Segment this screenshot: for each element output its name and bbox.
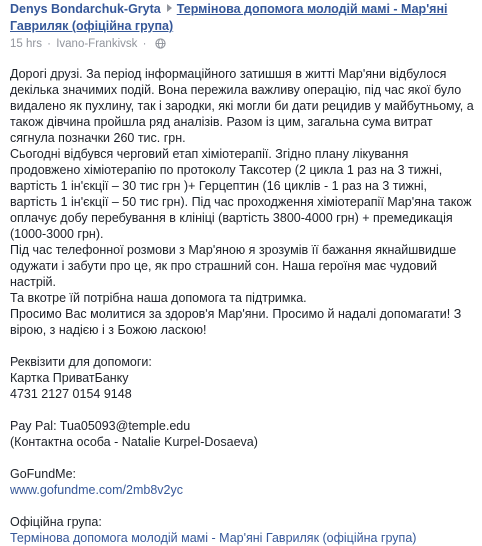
meta-separator-2: · — [142, 38, 147, 50]
author-link[interactable]: Denys Bondarchuk-Gryta — [10, 2, 161, 16]
gofundme-section — [10, 466, 476, 498]
gofundme-title: GoFundMe: — [10, 467, 77, 481]
official-group-section — [10, 514, 476, 546]
arrow-right-icon — [167, 4, 172, 12]
post-body — [10, 66, 476, 546]
official-group-link[interactable]: Термінова допомога молодій мамі - Мар'яні Гавриляк (офіційна група) — [10, 531, 417, 545]
gofundme-link[interactable]: www.gofundme.com/2mb8v2yc — [10, 483, 183, 497]
timestamp-link[interactable]: 15 hrs — [10, 38, 42, 50]
official-group-title: Офіційна група: — [10, 515, 102, 529]
requisites-title: Реквізити для допомоги: — [10, 355, 152, 369]
requisites-section — [10, 354, 476, 402]
location-link[interactable]: Ivano-Frankivsk — [56, 38, 138, 50]
card-number: 4731 2127 0154 9148 — [10, 387, 132, 401]
post-meta — [10, 36, 476, 54]
post-header — [10, 0, 476, 35]
group-title-link[interactable]: Термінова допомога молодій мамі - Мар'яні Гавриляк (офіційна група) — [10, 2, 448, 33]
paypal-contact: (Контактна особа - Natalie Kurpel-Dosaeva) — [10, 435, 258, 449]
paypal-line: Pay Pal: Tua05093@temple.edu — [10, 419, 191, 433]
meta-separator: · — [47, 38, 52, 50]
paragraph-2: Сьогодні відбувся черговий етап хіміотерапії. Згідно плану лікування продовжено хіміотерапію по протоколу Таксотер (2 цикла 1 раз на 3 тижні, вартість 1 ін'єкції – 30 тис грн )+ Герцептин (16 циклів - 1 раз на 3 тижні, вартість 1 ін'єкції – 50 тис грн). Під час проходження хіміотерапії Мар'яна також оплачує добу перебування в клініці (вартість 3800-4000 грн) + премедикація (1000-3000 грн). — [10, 147, 472, 241]
card-label: Картка ПриватБанку — [10, 371, 129, 385]
paypal-section — [10, 418, 476, 450]
globe-icon[interactable] — [155, 38, 166, 54]
paragraph-5: Просимо Вас молитися за здоров'я Мар'яни. Просимо й надалі допомагати! З вірою, з надією і з Божою ласкою! — [10, 307, 462, 337]
paragraph-3: Під час телефонної розмови з Мар'яною я зрозумів її бажання якнайшвидше одужати і забути про це, як про страшний сон. Наша героїня має чудовий настрій. — [10, 243, 457, 289]
paragraph-1: Дорогі друзі. За період інформаційного затишшя в житті Мар'яни відбулося декілька значимих подій. Вона пережила важливу операцію, під час якої було видалено як пухлину, так і зародки, які могли би дати рецидив у майбутньому, а також дівчина пройшла ряд аналізів. Разом із цим, загальна сума витрат сягнула позначки 260 тис. грн. — [10, 67, 474, 145]
paragraph-4: Та вкотре їй потрібна наша допомога та підтримка. — [10, 291, 307, 305]
